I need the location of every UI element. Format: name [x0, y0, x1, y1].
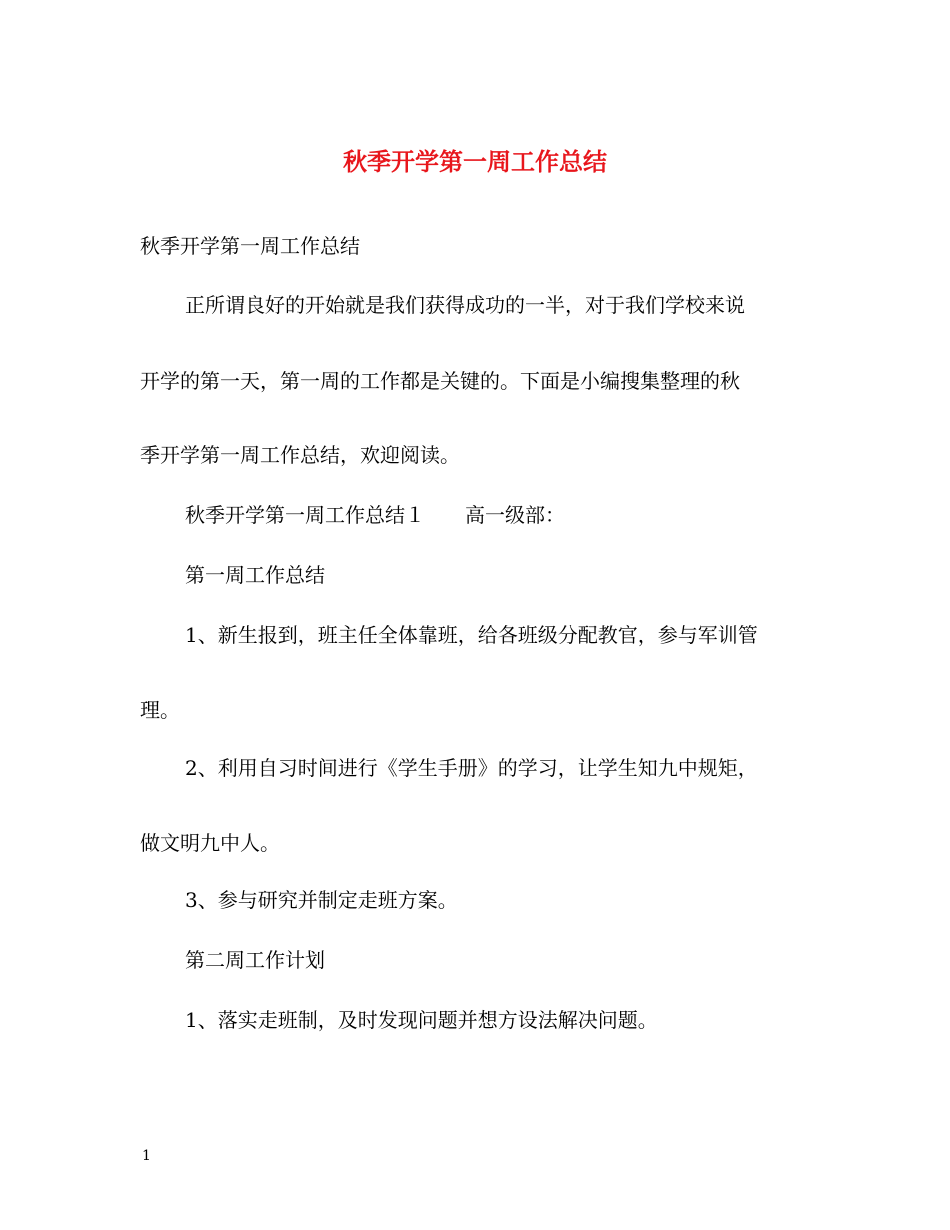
paragraph-line: 3、参与研究并制定走班方案。	[185, 888, 458, 912]
paragraph-line: 季开学第一周工作总结，欢迎阅读。	[140, 443, 460, 467]
paragraph-line: 理。	[140, 698, 180, 722]
paragraph-line: 做文明九中人。	[140, 831, 280, 855]
paragraph-line: 秋季开学第一周工作总结	[140, 234, 360, 258]
section-heading: 第一周工作总结	[185, 563, 325, 587]
paragraph-line: 正所谓良好的开始就是我们获得成功的一半，对于我们学校来说	[185, 293, 745, 317]
document-title: 秋季开学第一周工作总结	[343, 147, 607, 176]
page-number: 1	[142, 1148, 151, 1164]
paragraph-line: 1、落实走班制，及时发现问题并想方设法解决问题。	[185, 1008, 658, 1032]
paragraph-line: 2、利用自习时间进行《学生手册》的学习，让学生知九中规矩，	[185, 756, 758, 780]
paragraph-line: 开学的第一天，第一周的工作都是关键的。下面是小编搜集整理的秋	[140, 369, 740, 393]
section-heading: 第二周工作计划	[185, 948, 325, 972]
paragraph-line: 1、新生报到，班主任全体靠班，给各班级分配教官，参与军训管	[185, 623, 758, 647]
paragraph-line: 秋季开学第一周工作总结１ 高一级部：	[185, 503, 565, 527]
